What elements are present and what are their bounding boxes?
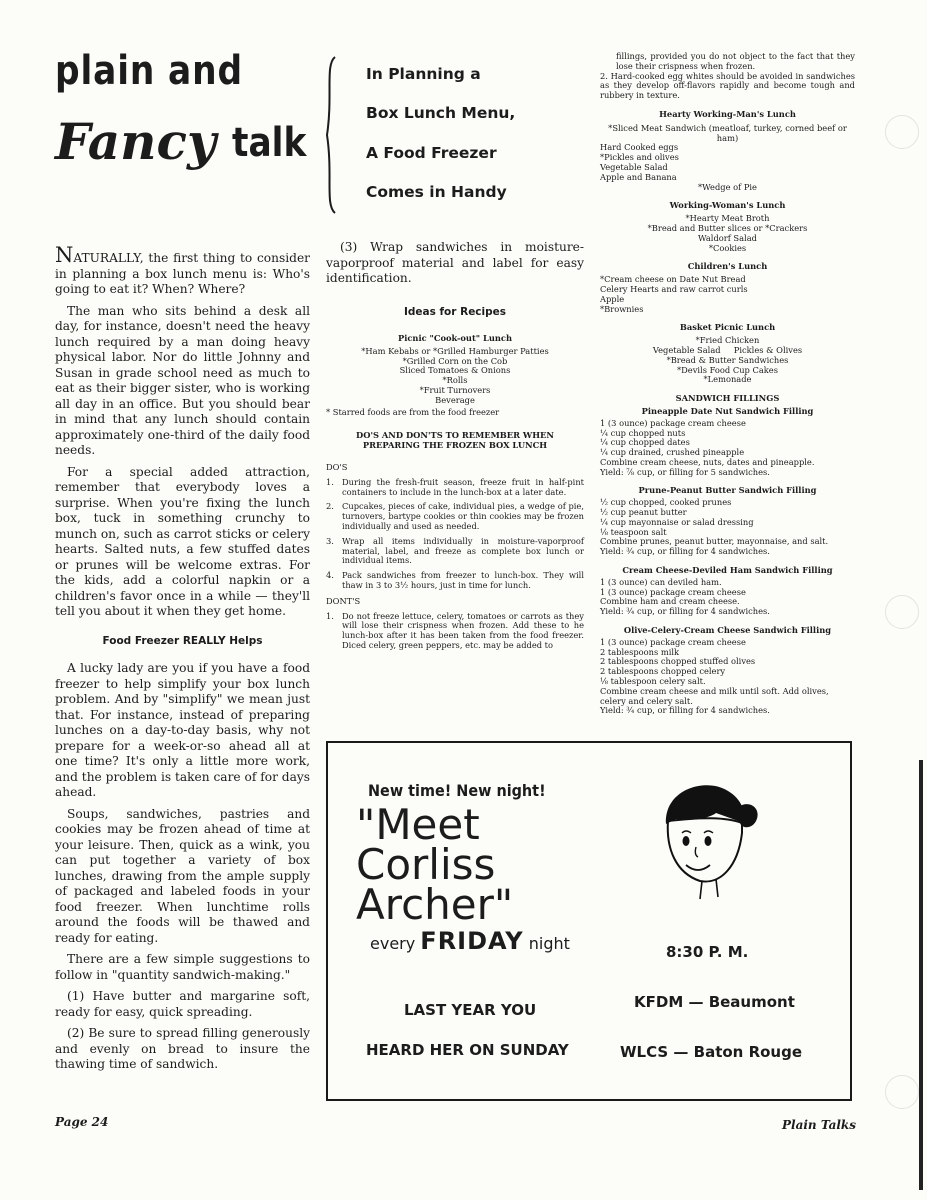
- donts-label: DONT'S: [326, 595, 361, 606]
- menu-item: *Sliced Meat Sandwich (meatloaf, turkey, corned beef or ham): [608, 122, 847, 143]
- recipe-line: Combine prunes, peanut butter, mayonnaise, and salt.: [600, 536, 829, 547]
- recipe-line: Yield: ¾ cup, or filling for 4 sandwiches.: [600, 546, 770, 557]
- menu-item: Vegetable Salad: [600, 161, 668, 172]
- menu-item: Waldorf Salad: [698, 232, 757, 243]
- recipe-line: 1 (3 ounce) package cream cheese: [600, 636, 746, 647]
- list-item: 3. Wrap all items individually in moisture-vaporproof material, label, and freeze as complete box lunch or individual items.: [326, 535, 584, 566]
- recipe-line: ¼ cup chopped nuts: [600, 427, 686, 438]
- ad-wlcs: WLCS — Baton Rouge: [620, 1043, 803, 1061]
- ad-every-friday-night: every FRIDAY night: [370, 927, 570, 955]
- dos-donts-heading: DO'S AND DON'TS TO REMEMBER WHEN PREPARING THE FROZEN BOX LUNCH: [356, 430, 554, 451]
- paragraph: (2) Be sure to spread filling generously and evenly on bread to insure the thawing time of sandwich.: [55, 1026, 310, 1071]
- ad-new-time: New time! New night!: [368, 781, 546, 800]
- paragraph: The man who sits behind a desk all day, for instance, doesn't need the heavy lunch required by a man doing heavy physical labor. Nor do little Johnny and Susan in grade school need as much to eat as their bigger sister, who is working all day in an office. But you should bear in mind that any lunch should contain approximately one-third of the daily food needs.: [55, 303, 310, 457]
- recipe-title: Cream Cheese-Deviled Ham Sandwich Filling: [622, 565, 833, 576]
- donts-item-2: 2. Hard-cooked egg whites should be avoided in sandwiches as they develop off-flavors rapidly and become tough and rubbery in texture.: [600, 70, 855, 101]
- menu-item: *Rolls: [442, 375, 468, 386]
- recipe-line: 1 (3 ounce) can deviled ham.: [600, 576, 722, 587]
- menu-item: *Fried Chicken: [695, 335, 760, 346]
- page-edge-mark: [919, 760, 923, 1190]
- binding-hole: [885, 595, 919, 629]
- recipe-line: ¼ cup chopped dates: [600, 437, 690, 448]
- menu-item: *Wedge of Pie: [698, 181, 757, 192]
- recipe-line: ¼ cup mayonnaise or salad dressing: [600, 516, 754, 527]
- girl-illustration: [646, 769, 766, 909]
- paragraph: (3) Wrap sandwiches in moisture-vaporproof material and label for easy identification.: [326, 240, 584, 285]
- donts-list: [326, 612, 584, 651]
- paragraph: (1) Have butter and margarine soft, ready for easy, quick spreading.: [55, 989, 310, 1019]
- subtitle-line-4: Comes in Handy: [366, 183, 507, 201]
- title-plain-and: plain and: [55, 48, 243, 94]
- paragraph: A lucky lady are you if you have a food freezer to help simplify your box lunch problem. And by "simplify" we mean just that. For instance, instead of preparing lunches on a day-to-day basis, why not prepare for a week-or-so ahead all at one time? It's only a little more work, and the problem is taken care of for days ahead.: [55, 661, 310, 799]
- recipe-line: ⅛ tablespoon celery salt.: [600, 676, 706, 687]
- dos-label: DO'S: [326, 461, 348, 472]
- recipe-line: ½ cup peanut butter: [600, 507, 687, 518]
- list-item: 2. Cupcakes, pieces of cake, individual pies, a wedge of pie, turnovers, bartype cookies or thin cookies may be frozen individually and used as needed.: [326, 501, 584, 531]
- ad-kfdm: KFDM — Beaumont: [634, 993, 795, 1011]
- ideas-heading: Ideas for Recipes: [403, 305, 507, 318]
- menu-title: Working-Woman's Lunch: [669, 200, 786, 211]
- menu-title: Children's Lunch: [687, 261, 768, 272]
- ad-heard-sunday: HEARD HER ON SUNDAY: [366, 1041, 569, 1059]
- starred-note: * Starred foods are from the food freezer: [326, 406, 500, 417]
- recipe-line: 2 tablespoons milk: [600, 646, 680, 657]
- list-item: 4. Pack sandwiches from freezer to lunch-box. They will thaw in 3 to 3½ hours, just in time for lunch.: [326, 570, 584, 590]
- article-column-3: [600, 52, 855, 725]
- hearty-lunch-menu: [600, 110, 855, 192]
- ad-archer: Archer": [356, 880, 514, 929]
- recipe-line: 1 (3 ounce) package cream cheese: [600, 586, 746, 597]
- menu-item: *Cookies: [708, 242, 747, 253]
- article-column-1: [55, 243, 310, 1079]
- title-fancy: Fancy: [55, 112, 217, 171]
- menu-item: *Brownies: [600, 303, 644, 314]
- recipe: [600, 626, 855, 716]
- menu-item: Apple: [600, 293, 625, 304]
- continued-text: fillings, provided you do not object to the fact that they lose their crispness when frozen.: [616, 51, 855, 71]
- subtitle-line-3: A Food Freezer: [366, 144, 497, 162]
- children-lunch-menu: [600, 262, 855, 314]
- ad-corliss: Corliss: [356, 840, 496, 889]
- recipe-line: Yield: ¾ cup, or filling for 4 sandwiches.: [600, 705, 770, 716]
- menu-item: *Hearty Meat Broth: [685, 213, 770, 224]
- menu-item: *Bread and Butter slices or *Crackers: [647, 222, 808, 233]
- menu-item: Apple and Banana: [600, 171, 677, 182]
- recipe-line: ½ cup chopped, cooked prunes: [600, 497, 732, 508]
- recipe-line: Yield: ¾ cup, or filling for 4 sandwiches.: [600, 606, 770, 617]
- menu-item: *Fruit Turnovers: [419, 384, 491, 395]
- radio-advertisement: [326, 741, 852, 1101]
- list-item: 1. During the fresh-fruit season, freeze fruit in half-pint containers to include in the lunch-box at a later date.: [326, 476, 584, 497]
- recipe: [600, 407, 855, 478]
- menu-title: Basket Picnic Lunch: [679, 322, 776, 333]
- basket-lunch-menu: [600, 323, 855, 385]
- subtitle-line-1: In Planning a: [366, 65, 481, 83]
- menu-item: *Devils Food Cup Cakes: [677, 364, 778, 375]
- menu-item: Beverage: [435, 394, 475, 405]
- drop-cap: N: [55, 243, 74, 267]
- picnic-menu-items: [326, 347, 584, 406]
- recipe-line: 2 tablespoons chopped celery: [600, 666, 726, 677]
- menu-item: Vegetable Salad Pickles & Olives: [652, 344, 803, 355]
- menu-title: Hearty Working-Man's Lunch: [659, 108, 796, 119]
- title-talk: talk: [232, 120, 307, 166]
- menu-item: *Grilled Corn on the Cob: [402, 355, 508, 366]
- picnic-menu-title: Picnic "Cook-out" Lunch: [397, 333, 512, 343]
- recipe: [600, 486, 855, 557]
- list-item: 1. Do not freeze lettuce, celery, tomatoes or carrots as they will lose their crispness when frozen. Add these to he lunch-box after it has been taken from the food freezer. Diced celery, green peppers, etc. may be added to: [326, 610, 584, 650]
- recipe-line: ⅛ teaspoon salt: [600, 526, 667, 537]
- menu-item: *Lemonade: [703, 374, 752, 385]
- fillings-heading: SANDWICH FILLINGS: [675, 393, 780, 404]
- section-heading: Food Freezer REALLY Helps: [102, 634, 263, 647]
- ad-meet: "Meet: [356, 800, 480, 849]
- binding-hole: [885, 1075, 919, 1109]
- menu-item: *Bread & Butter Sandwiches: [666, 354, 789, 365]
- woman-lunch-menu: [600, 201, 855, 253]
- paragraph: For a special added attraction, remember that everybody loves a surprise. When you're fixing the lunch box, tuck in something crunchy to munch on, such as carrot sticks or celery hearts. Salted nuts, a few stuffed dates or prunes will be welcome extras. For the kids, add a colorful napkin or a children's favor once in a while — they'll tell you about it when they get home.: [55, 464, 310, 618]
- recipe-line: 1 (3 ounce) package cream cheese: [600, 417, 746, 428]
- recipe: [600, 566, 855, 617]
- ad-last-year: LAST YEAR YOU: [404, 1001, 537, 1019]
- paragraph: There are a few simple suggestions to follow in "quantity sandwich-making.": [55, 952, 310, 982]
- brace-divider: [323, 55, 339, 215]
- recipe-title: Olive-Celery-Cream Cheese Sandwich Filling: [623, 625, 832, 636]
- menu-item: *Pickles and olives: [600, 152, 679, 163]
- menu-item: Hard Cooked eggs: [600, 142, 679, 153]
- recipe-line: Combine ham and cream cheese.: [600, 596, 740, 607]
- recipe-line: Combine cream cheese and milk until soft. Add olives, celery and celery salt.: [600, 685, 829, 706]
- paragraph: Soups, sandwiches, pastries and cookies may be frozen ahead of time at your leisure. Then, quick as a wink, you can put together a variety of box lunches, drawing from the ample supply of packaged and labeled foods in your food freezer. When lunchtime rolls around the foods will be thawed and ready for eating.: [55, 806, 310, 945]
- publication-name: Plain Talks: [782, 1118, 857, 1132]
- menu-item: *Cream cheese on Date Nut Bread: [600, 274, 746, 285]
- menu-item: Celery Hearts and raw carrot curls: [600, 283, 748, 294]
- menu-item: Sliced Tomatoes & Onions: [399, 365, 511, 376]
- recipe-line: Yield: ⅞ cup, or filling for 5 sandwiches.: [600, 466, 770, 477]
- paragraph-intro: NATURALLY, the first thing to consider in planning a box lunch menu is: Who's going to eat it? When? Where?: [55, 243, 310, 296]
- ad-time: 8:30 P. M.: [666, 943, 749, 961]
- page-number: Page 24: [55, 1115, 109, 1129]
- recipe-line: ¼ cup drained, crushed pineapple: [600, 447, 745, 458]
- article-column-2: [326, 240, 584, 656]
- recipe-line: 2 tablespoons chopped stuffed olives: [600, 656, 756, 667]
- recipe-line: Combine cream cheese, nuts, dates and pineapple.: [600, 456, 815, 467]
- binding-hole: [885, 115, 919, 149]
- recipe-title: Prune-Peanut Butter Sandwich Filling: [638, 485, 817, 496]
- menu-item: *Ham Kebabs or *Grilled Hamburger Patties: [361, 345, 549, 356]
- dos-list: [326, 478, 584, 591]
- subtitle-line-2: Box Lunch Menu,: [366, 104, 516, 122]
- recipe-title: Pineapple Date Nut Sandwich Filling: [641, 405, 814, 416]
